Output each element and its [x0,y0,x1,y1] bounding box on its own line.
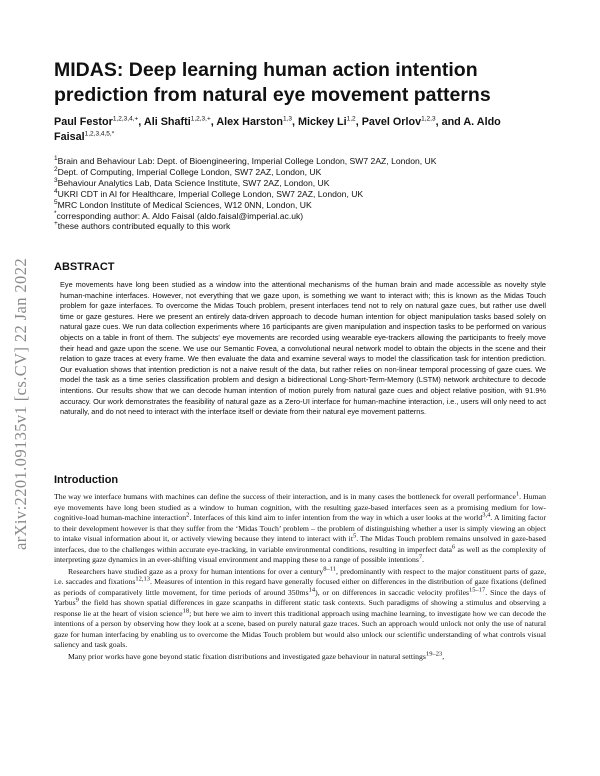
author-separator: , [210,116,217,128]
affiliation-marker: 4 [54,187,58,195]
affiliation-marker: + [54,220,58,228]
citation-marker: 18 [182,606,190,614]
affiliation-text: Brain and Behaviour Lab: Dept. of Bioengineering, Imperial College London, SW7 2AZ, London, UK [57,156,437,166]
paragraph-text: the field has shown spatial differences in gaze scanpaths in different static task contexts. Such paradigms of showing a stimulus and observing a response lie at the heart of vision science [54,598,546,618]
paragraph-text: . Interfaces of this kind aim to infer intention from the way in which a user looks at the world [189,513,483,522]
citation-marker: 14 [308,585,316,593]
affiliation-text: corresponding author: A. Aldo Faisal (aldo.faisal@imperial.ac.uk) [56,210,304,221]
paragraph-text: Researchers have studied gaze as a proxy for human intentions for over a century [68,566,324,576]
citation-marker: 3,4 [482,511,491,519]
author-affiliation-marker: 1,3 [282,115,293,123]
abstract-heading: ABSTRACT [54,261,115,273]
affiliation-text: Dept. of Computing, Imperial College London, SW7 2AZ, London, UK [57,166,322,177]
affiliation-line [54,189,554,200]
affiliation-line [54,200,554,211]
author-affiliation-marker: 1,2,3,4,5,* [84,130,115,138]
paper-title: MIDAS: Deep learning human action intention prediction from natural eye movement patterns [54,59,491,106]
citation-marker: 6 [451,542,456,550]
author-affiliation-marker: 1,2,3,4,+ [112,115,139,123]
introduction-body [54,492,546,662]
citation-marker: 5 [352,532,357,540]
citation-marker: 2 [186,511,190,519]
citation-marker: 8–11 [323,564,337,572]
citation-marker: 15–17 [469,585,486,593]
affiliation-list [54,156,554,232]
paragraph-text: . A limiting factor to their development however is that they suffer from the ‘Midas Touch’ problem – the problem of distinguishing whether a user is simply viewing an object to intake visual information about it, or actively viewing because they intend to interact with it [54,513,547,543]
arxiv-identifier: arXiv:2201.09135v1 [cs.CV] 22 Jan 2022 [11,257,30,550]
affiliation-line [54,221,554,232]
author-name: A. Aldo Faisal [54,116,501,143]
author-name: Alex Harston [216,116,283,128]
introduction-paragraph [54,649,546,663]
author-separator: , [138,116,144,128]
affiliation-marker: 2 [54,166,58,174]
author-list [54,115,554,145]
paragraph-text: Many prior works have gone beyond static fixation distributions and investigated gaze behaviour in natural settings [68,651,426,661]
affiliation-text: UKRI CDT in AI for Healthcare, Imperial College London, SW7 2AZ, London, UK [57,188,364,199]
affiliation-line [54,178,554,189]
paragraph-text: . Human eye movements have long been studied as a window to human cognition, with the resulting gaze-based interfaces seen as a promising medium for low-cognitive-load human-machine interaction [54,492,546,522]
affiliation-marker: 1 [54,155,58,163]
paragraph-text: . [422,555,425,564]
affiliation-line [54,211,554,222]
arxiv-stamp [9,170,31,550]
author-name: Paul Festor [54,116,113,128]
affiliation-line [54,167,554,178]
affiliation-marker: 5 [54,198,58,206]
paragraph-text: , predominantly with respect to the major constituent parts of gaze, i.e. saccades and fixations [54,566,547,586]
affiliation-text: MRC London Institute of Medical Sciences, W12 0NN, London, UK [57,199,312,210]
citation-marker: 9 [75,596,79,604]
author-separator: , [292,116,299,128]
citation-marker: 12,13 [135,575,151,583]
paragraph-text: . Since the days of Yarbus [54,587,546,607]
affiliation-marker: 3 [54,176,58,184]
introduction-heading: Introduction [54,474,119,486]
paragraph-text: . Measures of intention in this regard have generally focused either on differences in the distribution of gaze fixations (defined as periods of comparatively little movement, for time periods of around 350ms [54,577,546,597]
introduction-paragraph [54,564,547,651]
abstract-text: Eye movements have long been studied as a window into the attentional mechanisms of the human brain and made accessible as novelty style human-machine interfaces. However, not everything that we gaze upon, is something we want to interact with; this is known as the Midas Touch problem for gaze interfaces. To overcome the Midas Touch problem, present interfaces tend not to rely on natural gaze cues, but rather use dwell time or gaze gestures. Here we present an entirely data-driven approach to decode human intention for object manipulation tasks based solely on natural gaze cues. We run data collection experiments where 16 participants are given manipulation and inspection tasks to be performed on various objects on a table in front of them. The subjects' eye movements are recorded using wearable eye-trackers allowing the participants to freely move their head and gaze upon the scene. We use our Semantic Fovea, a convolutional neural network model to obtain the objects in the scene and their relation to gaze traces at every frame. We then evaluate the data and examine several ways to model the classification task for intention prediction. Our evaluation shows that intention prediction is not a naive result of the data, but rather relies on non-linear temporal processing of gaze cues. We model the task as a time series classification problem and design a bidirectional Long-Short-Term-Memory (LSTM) network architecture to decode intentions. Our results show that we can decode human intention of motion purely from natural gaze cues and object relative position, with 91.9% accuracy. Our work demonstrates the feasibility of natural gaze as a Zero-UI interface for human-machine interaction, i.e., users will only need to act naturally, and do not need to interact with the interface itself or deviate from their natural eye movement patterns. [60,280,546,417]
paragraph-text: . The Midas Touch problem remains unsolved in gaze-based interfaces, due to the challenges within accurate eye-tracking, in variable environmental conditions, resulting in imperfect data [54,534,546,554]
paragraph-text: The way we interface humans with machines can define the success of their interaction, and is in many cases the bottleneck for overall performance [54,492,516,501]
citation-marker: 7 [418,553,423,561]
author-name: Ali Shafti [143,116,191,128]
citation-marker: 19–23 [425,649,443,657]
author-separator: , [355,116,362,128]
paragraph-text: , [442,651,445,661]
author-name: Mickey Li [298,116,347,128]
affiliation-marker: * [54,209,57,217]
author-affiliation-marker: 1,2,3 [421,115,436,123]
author-separator: , and [435,116,464,128]
paragraph-text: ; but here we aim to invert this traditional approach using machine learning, to investigate how we can decode the intentions of a person by observing how they look at a scene, based on purely natural gaze traces. Such an approach would unlock not only the use of natural gaze for human interfacing by enabling us to overcome the Midas Touch problem but would also unlock our scientific understanding of what controls visual saliency and task goals. [54,608,547,649]
paragraph-text: ), or on differences in saccadic velocity profiles [315,587,470,597]
affiliation-text: Behaviour Analytics Lab, Data Science Institute, SW7 2AZ, London, UK [57,177,330,188]
author-name: Pavel Orlov [361,116,422,128]
introduction-paragraph [54,492,546,566]
citation-marker: 1 [515,490,520,498]
paragraph-text: as well as the complexity of interpreting gaze dynamics in an ever-shifting visual environment and mapping these to a range of possible intentions [54,544,547,564]
author-affiliation-marker: 1,2,3,+ [190,115,211,123]
author-affiliation-marker: 1,2 [346,115,356,123]
affiliation-line [54,156,554,167]
affiliation-text: these authors contributed equally to this work [57,221,231,232]
